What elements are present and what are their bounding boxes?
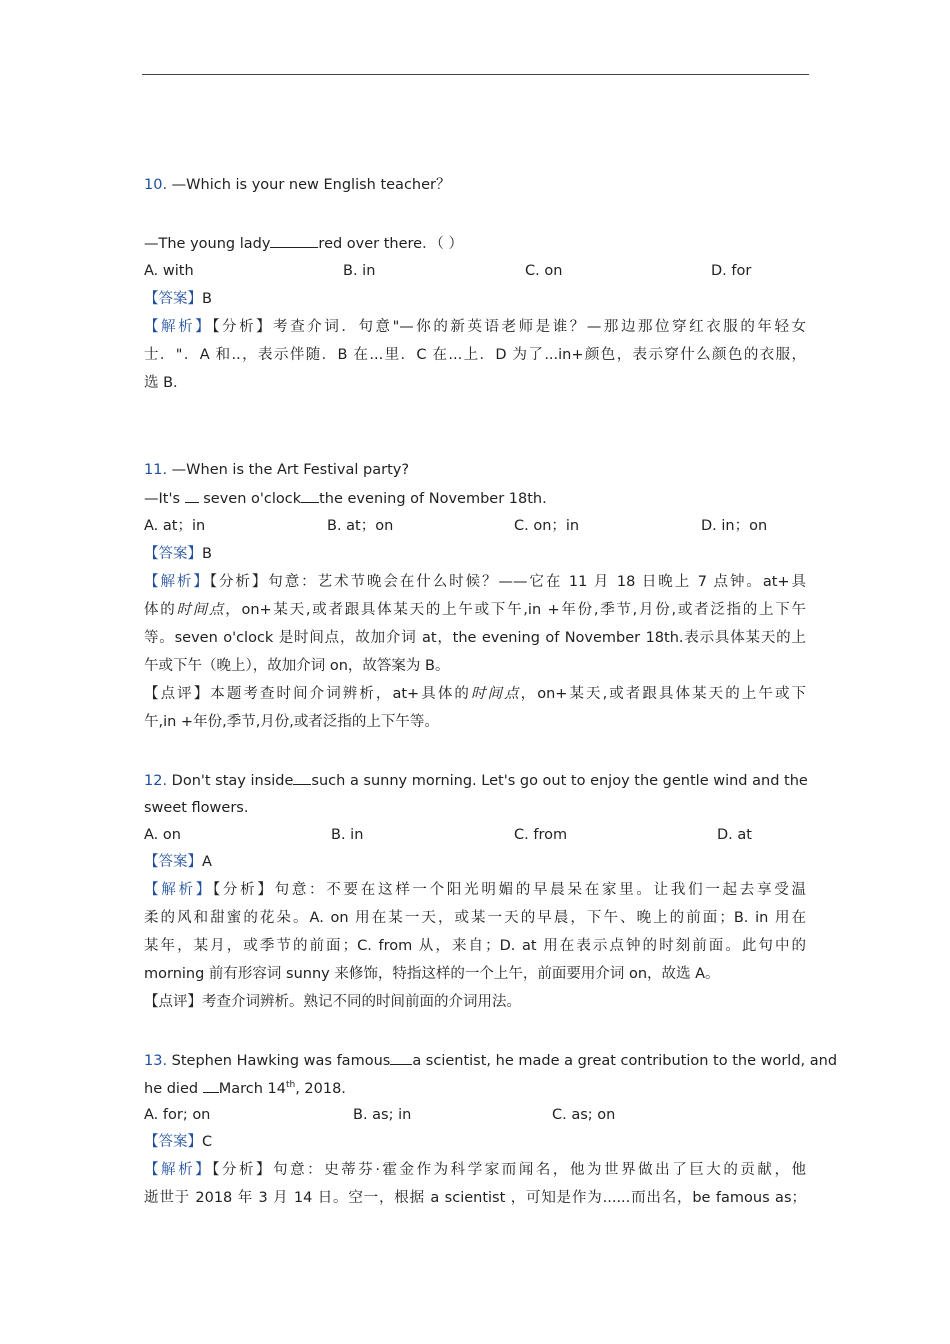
question-number: 12. [144, 773, 168, 789]
question-number: 13. [144, 1053, 168, 1069]
analysis-line: 体的时间点，on+某天,或者跟具体某天的上午或下午,in +年份,季节,月份,或者泛指的上下午 [144, 602, 807, 618]
answer-line: 【答案】B [144, 546, 212, 562]
answer-line: 【答案】A [144, 854, 212, 870]
question-stem-line2: he died March 14th, 2018. [144, 1078, 346, 1098]
answer-blank [270, 233, 318, 248]
question-stem-line2: —It's seven o'clock the evening of November 18th. [144, 488, 547, 508]
option-c: C. on；in [514, 518, 580, 534]
question-stem: 12. Don't stay inside such a sunny morning. Let's go out to enjoy the gentle wind and the [144, 770, 806, 790]
analysis-line: 【解析】【分析】句意：史蒂芬·霍金作为科学家而闻名，他为世界做出了巨大的贡献，他 [144, 1162, 807, 1178]
option-b: B. at；on [327, 518, 394, 534]
question-stem: 13. Stephen Hawking was famous a scientist, he made a great contribution to the world, and [144, 1050, 806, 1070]
option-a: A. on [144, 827, 181, 843]
analysis-line: 【解析】【分析】考查介词．句意"—你的新英语老师是谁？—那边那位穿红衣服的年轻女 [144, 319, 806, 335]
option-b: B. in [343, 263, 376, 279]
analysis-line: 柔的风和甜蜜的花朵。A. on 用在某一天，或某一天的早晨，下午、晚上的前面；B. in 用在 [144, 910, 806, 926]
option-b: B. in [331, 827, 364, 843]
answer-blank [203, 1078, 219, 1093]
question-number: 10. [144, 177, 168, 193]
answer-blank [301, 488, 319, 503]
question-stem-line2: sweet flowers. [144, 800, 249, 816]
answer-line: 【答案】C [144, 1134, 213, 1150]
option-d: D. in；on [701, 518, 768, 534]
analysis-line: 选 B． [144, 375, 188, 391]
question-stem: 11. —When is the Art Festival party? [144, 462, 410, 478]
header-rule [142, 74, 809, 75]
analysis-line: 某年，某月，或季节的前面；C. from 从，来自；D. at 用在表示点钟的时刻前面。此句中的 [144, 938, 806, 954]
question-stem-line2: —The young lady red over there．（ ） [144, 233, 463, 253]
analysis-line: 士．"．A 和..，表示伴随．B 在...里．C 在...上．D 为了...in+颜色，表示穿什么颜色的衣服， [144, 347, 806, 363]
option-d: D. for [711, 263, 752, 279]
option-c: C. as; on [552, 1107, 616, 1123]
analysis-line: 【解析】【分析】句意：不要在这样一个阳光明媚的早晨呆在家里。让我们一起去享受温 [144, 882, 806, 898]
analysis-line: 午或下午（晚上），故加介词 on，故答案为 B。 [144, 658, 450, 674]
answer-line: 【答案】B [144, 291, 212, 307]
analysis-line: 【解析】【分析】句意：艺术节晚会在什么时候？——它在 11 月 18 日晚上 7 点钟。at+具 [144, 574, 807, 590]
answer-blank [293, 770, 311, 785]
answer-blank [185, 488, 199, 503]
analysis-line: morning 前有形容词 sunny 来修饰，特指这样的一个上午，前面要用介词 on，故选 A。 [144, 966, 720, 982]
comment-line: 【点评】本题考查时间介词辨析，at+具体的时间点，on+某天,或者跟具体某天的上午或下 [144, 686, 807, 702]
answer-blank [390, 1050, 412, 1065]
option-c: C. on [525, 263, 563, 279]
analysis-line: 等。seven o'clock 是时间点，故加介词 at，the evening of November 18th.表示具体某天的上 [144, 630, 806, 646]
option-b: B. as; in [353, 1107, 412, 1123]
option-c: C. from [514, 827, 568, 843]
option-a: A. with [144, 263, 194, 279]
analysis-line: 逝世于 2018 年 3 月 14 日。空一，根据 a scientist ，可知是作为......而出名，be famous as； [144, 1190, 806, 1206]
question-stem: 10. —Which is your new English teacher？ [144, 177, 451, 193]
comment-line: 【点评】考查介词辨析。熟记不同的时间前面的介词用法。 [144, 994, 521, 1010]
comment-line: 午,in +年份,季节,月份,或者泛指的上下午等。 [144, 714, 439, 730]
option-a: A. at；in [144, 518, 206, 534]
question-number: 11. [144, 462, 168, 478]
option-a: A. for; on [144, 1107, 211, 1123]
option-d: D. at [717, 827, 752, 843]
